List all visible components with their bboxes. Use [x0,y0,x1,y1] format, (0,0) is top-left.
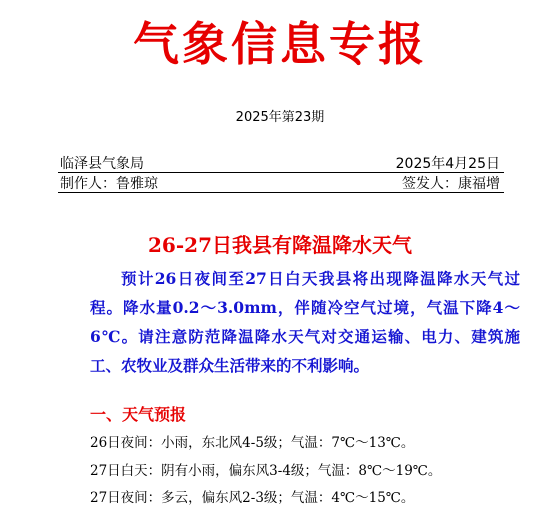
issue-date: 2025年4月25日 [395,156,500,172]
masthead-title: 气象信息专报 [133,17,427,71]
forecast-line: 27日夜间：多云，偏东风2-3级；气温：4℃～15℃。 [90,490,415,506]
report-headline: 26-27日我县有降温降水天气 [148,233,412,257]
forecast-line: 26日夜间：小雨，东北风4-5级；气温：7℃～13℃。 [90,435,415,451]
issuer-line: 签发人：康福增 [402,176,500,192]
forecast-line: 27日白天：阴有小雨，偏东风3-4级；气温：8℃～19℃。 [90,463,442,479]
agency-name: 临泽县气象局 [60,156,144,172]
author-line: 制作人：鲁雅琼 [60,176,158,192]
section-heading-forecast: 一、天气预报 [90,405,187,424]
summary-paragraph: 预计26日夜间至27日白天我县将出现降温降水天气过程。降水量0.2～3.0mm，伴随冷空气过境，气温下降4～6℃。请注意防范降温降水天气对交通运输、电力、建筑施工、农牧业及群众生活带来的不利影响。 [90,269,520,375]
issue-number: 2025年第23期 [235,110,325,125]
header-divider-bottom [58,192,504,193]
